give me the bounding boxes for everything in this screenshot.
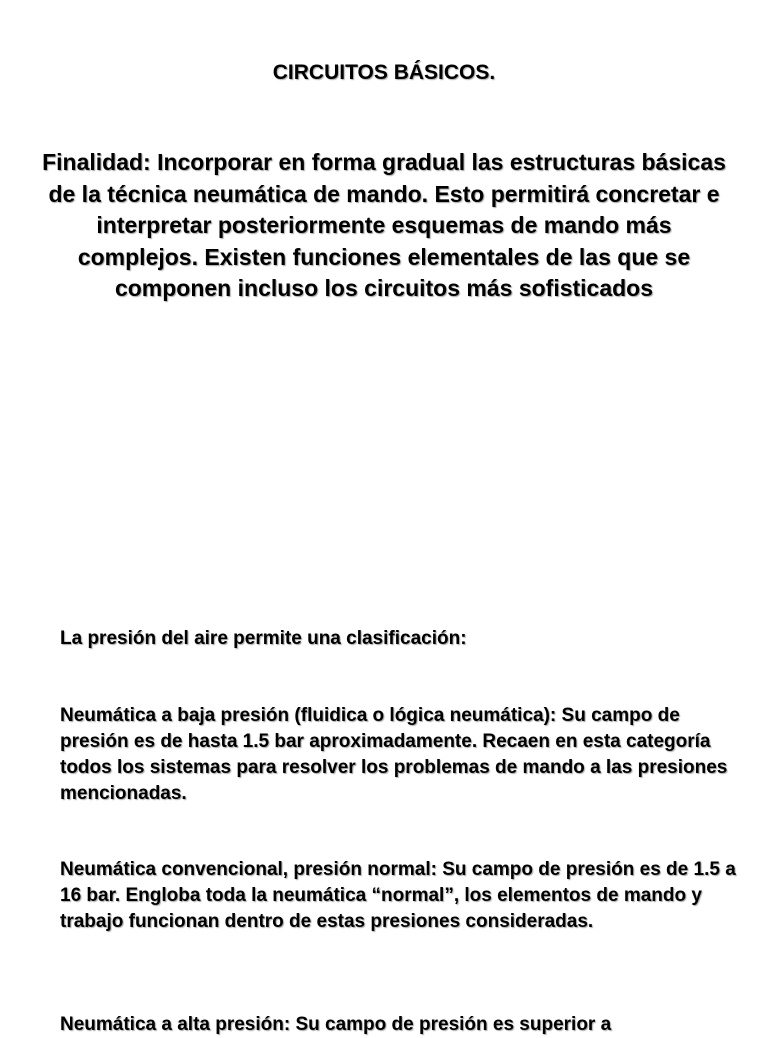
normal-pressure-paragraph: Neumática convencional, presión normal: Su campo de presión es de 1.5 a 16 bar. Engloba toda la neumática “normal”, los elementos de mando y trabajo funcionan dentro de estas presiones consideradas.	[60, 859, 736, 932]
page-title: CIRCUITOS BÁSICOS.	[272, 61, 496, 84]
classification-intro: La presión del aire permite una clasificación:	[60, 628, 467, 649]
high-pressure-paragraph: Neumática a alta presión: Su campo de presión es superior a	[60, 1014, 612, 1035]
low-pressure-paragraph: Neumática a baja presión (fluidica o lógica neumática): Su campo de presión es de hasta 1.5 bar aproximadamente. Recaen en esta categoría todos los sistemas para resolver los problemas de mando a las presiones mencionadas.	[60, 705, 728, 804]
purpose-paragraph: Finalidad: Incorporar en forma gradual las estructuras básicas de la técnica neumática de mando. Esto permitirá concretar e interpretar posteriormente esquemas de mando más complejos. Existen funciones elementales de las que se componen incluso los circuitos más sofisticados	[42, 149, 726, 301]
